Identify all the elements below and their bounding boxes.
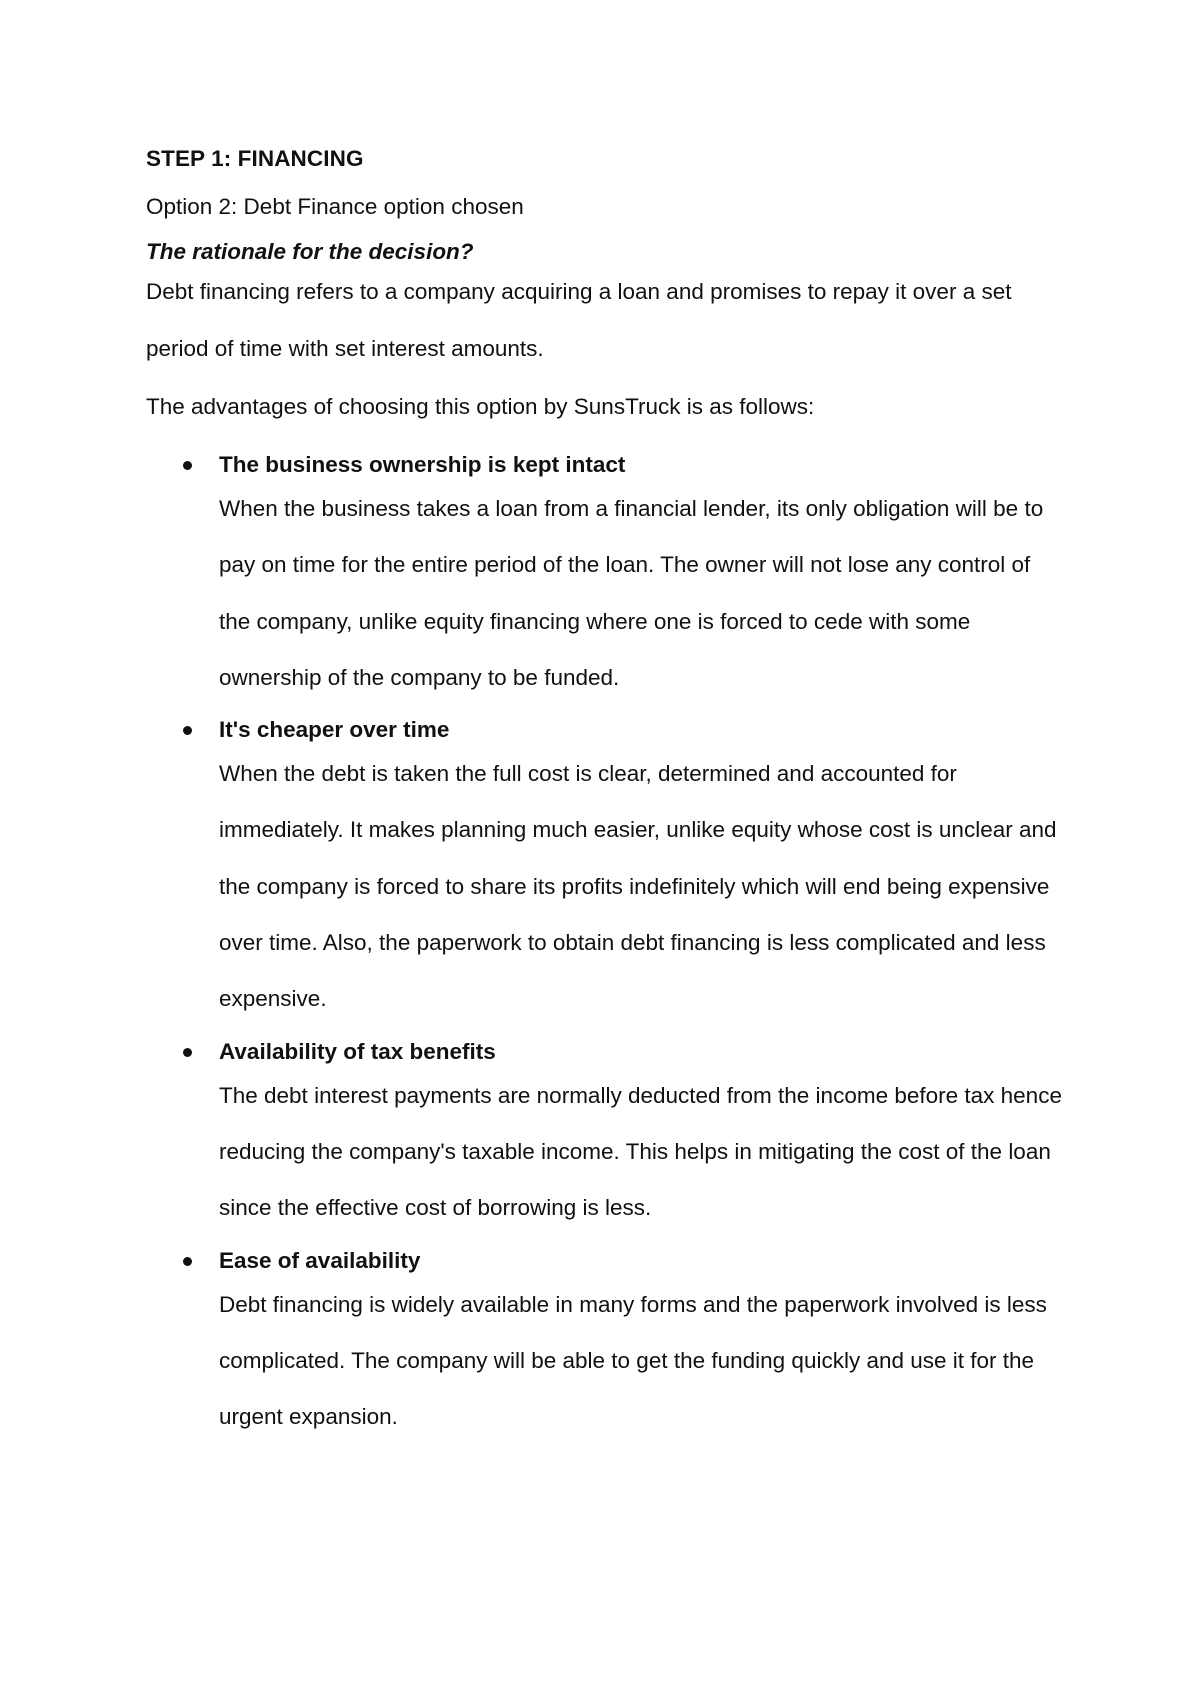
advantage-body: Debt financing is widely available in many forms and the paperwork involved is less complicated. The company will be able to get the funding quickly and use it for the urgent expansion. xyxy=(219,1291,1047,1430)
list-item xyxy=(146,715,1066,1027)
advantage-title: Availability of tax benefits xyxy=(219,1038,496,1064)
list-item xyxy=(146,1037,1066,1237)
bullet-icon xyxy=(183,726,192,735)
intro-paragraph: Debt financing refers to a company acquiring a loan and promises to repay it over a set period of time with set interest amounts. xyxy=(146,279,1012,361)
advantages-list xyxy=(146,450,1066,1445)
bullet-icon xyxy=(183,1048,192,1057)
advantage-body: When the debt is taken the full cost is clear, determined and accounted for immediately. It makes planning much easier, unlike equity whose cost is unclear and the company is forced to share its profits indefinitely which will end being expensive over time. Also, the paperwork to obtain debt financing is less complicated and less expensive. xyxy=(219,761,1057,1012)
advantage-title: It's cheaper over time xyxy=(219,717,450,743)
advantage-body: The debt interest payments are normally deducted from the income before tax hence reducing the company's taxable income. This helps in mitigating the cost of the loan since the effective cost of borrowing is less. xyxy=(219,1082,1062,1221)
list-item xyxy=(146,1246,1066,1446)
rationale-heading: The rationale for the decision? xyxy=(146,239,474,264)
document-body xyxy=(146,144,1066,1454)
bullet-icon xyxy=(183,1257,192,1266)
bullet-icon xyxy=(183,461,192,470)
section-heading: STEP 1: FINANCING xyxy=(146,146,364,171)
advantages-intro: The advantages of choosing this option by SunsTruck is as follows: xyxy=(146,394,815,419)
option-line: Option 2: Debt Finance option chosen xyxy=(146,194,524,219)
advantage-title: Ease of availability xyxy=(219,1247,421,1273)
advantage-body: When the business takes a loan from a financial lender, its only obligation will be to pay on time for the entire period of the loan. The owner will not lose any control of the company, unlike equity financing where one is forced to cede with some ownership of the company to be funded. xyxy=(219,496,1044,690)
list-item xyxy=(146,450,1066,706)
advantage-title: The business ownership is kept intact xyxy=(219,452,626,477)
